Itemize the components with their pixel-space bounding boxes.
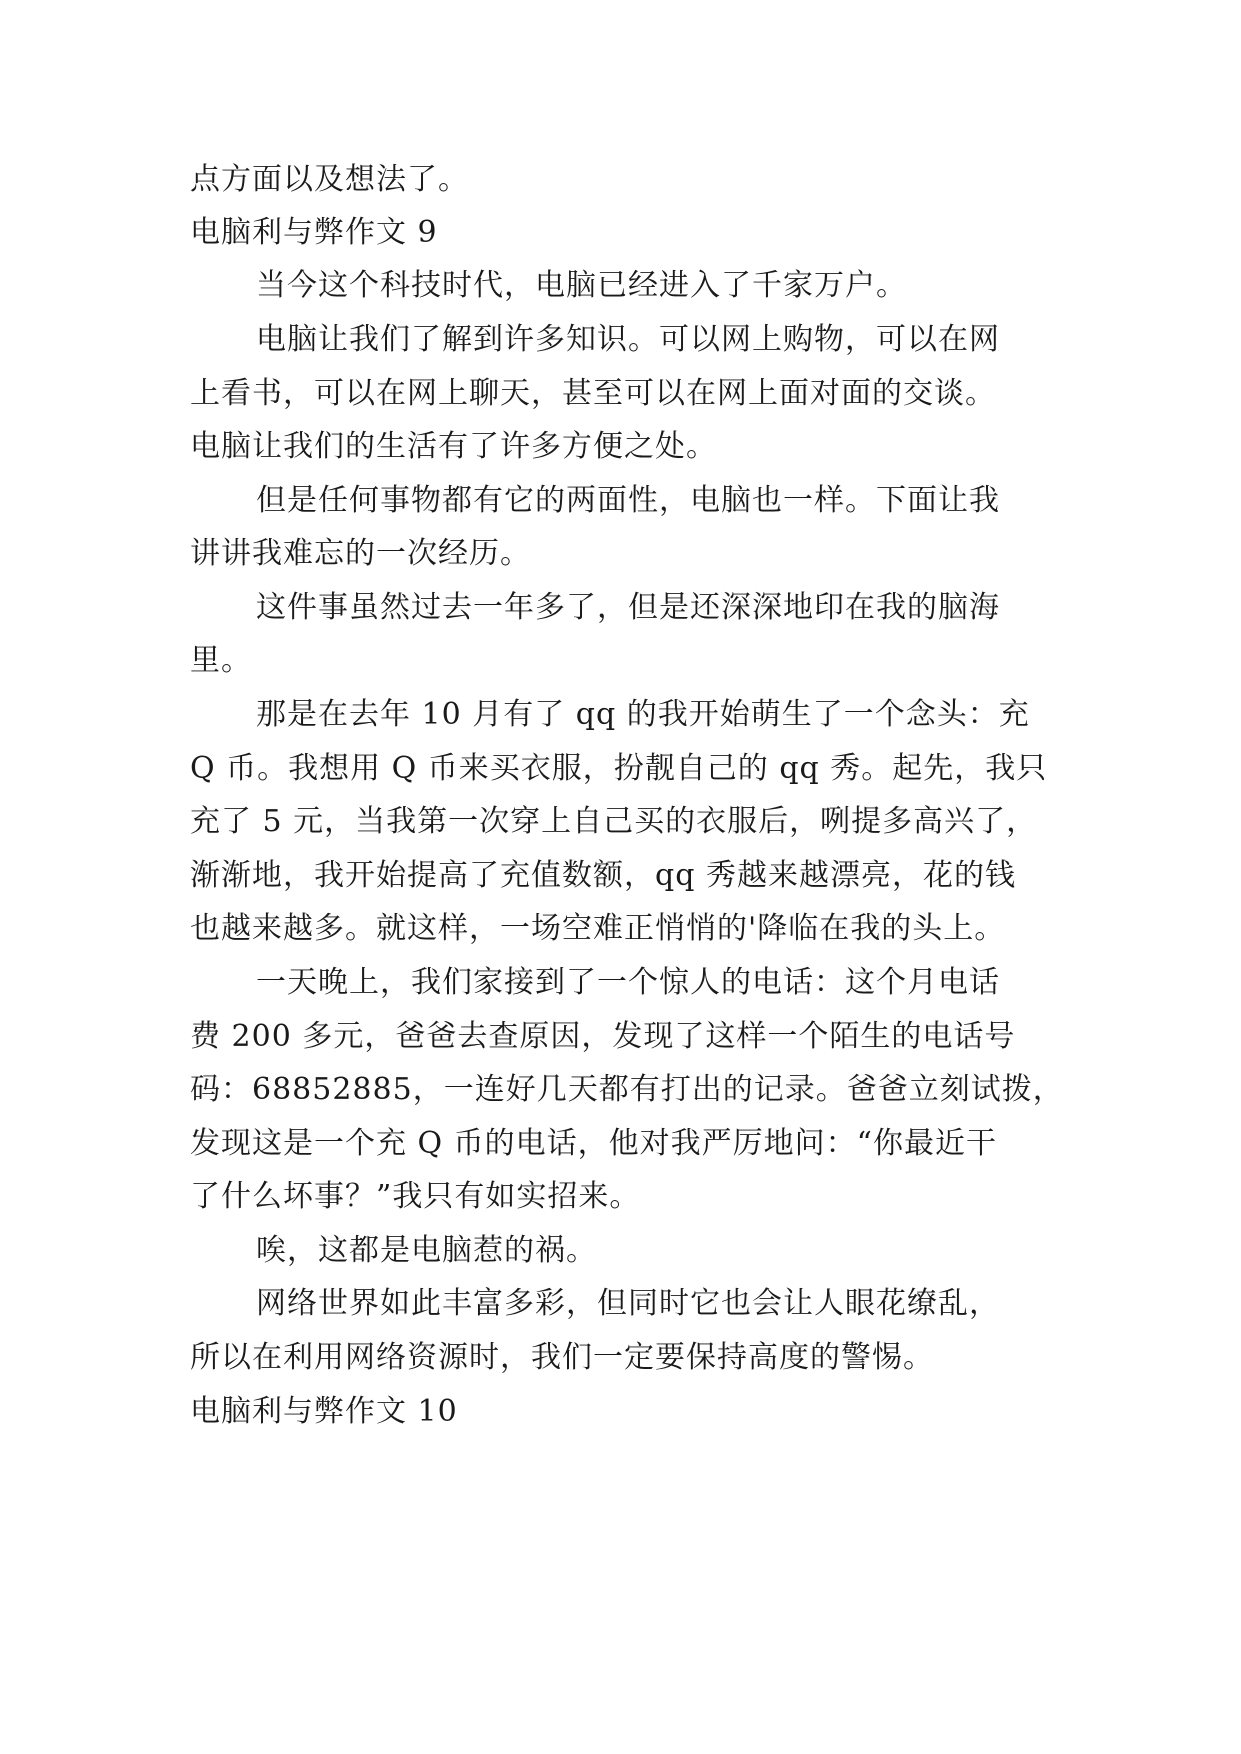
paragraph-line: 渐渐地，我开始提高了充值数额，qq 秀越来越漂亮，花的钱: [190, 858, 1016, 893]
paragraph-line: Q 币。我想用 Q 币来买衣服，扮靓自己的 qq 秀。起先，我只: [190, 751, 1048, 786]
paragraph-line: 但是任何事物都有它的两面性，电脑也一样。下面让我: [256, 483, 1000, 518]
paragraph-line: 一天晚上，我们家接到了一个惊人的电话：这个月电话: [256, 965, 1000, 1000]
paragraph-line: 上看书，可以在网上聊天，甚至可以在网上面对面的交谈。: [190, 376, 996, 411]
paragraph-line: 讲讲我难忘的一次经历。: [190, 536, 531, 571]
paragraph-line: 了什么坏事？”我只有如实招来。: [190, 1179, 641, 1214]
section-heading: 电脑利与弊作文 9: [190, 215, 438, 250]
paragraph-line: 费 200 多元，爸爸去查原因，发现了这样一个陌生的电话号: [190, 1019, 1016, 1054]
paragraph-line: 网络世界如此丰富多彩，但同时它也会让人眼花缭乱，: [256, 1286, 1000, 1321]
paragraph-line: 也越来越多。就这样，一场空难正悄悄的'降临在我的头上。: [190, 911, 1006, 946]
paragraph-line: 码：68852885，一连好几天都有打出的记录。爸爸立刻试拨，: [190, 1072, 1064, 1107]
section-heading: 电脑利与弊作文 10: [190, 1394, 458, 1429]
paragraph-line: 里。: [190, 643, 252, 678]
paragraph-line: 电脑让我们了解到许多知识。可以网上购物，可以在网: [256, 322, 1000, 357]
paragraph-line: 发现这是一个充 Q 币的电话，他对我严厉地问：“你最近干: [190, 1126, 998, 1161]
paragraph-line: 唉，这都是电脑惹的祸。: [256, 1233, 597, 1268]
paragraph-line: 那是在去年 10 月有了 qq 的我开始萌生了一个念头：充: [256, 697, 1030, 732]
paragraph-line: 充了 5 元，当我第一次穿上自己买的衣服后，咧提多高兴了，: [190, 804, 1038, 839]
paragraph-line: 所以在利用网络资源时，我们一定要保持高度的警惕。: [190, 1340, 934, 1375]
paragraph-line: 电脑让我们的生活有了许多方便之处。: [190, 429, 717, 464]
text-line: 点方面以及想法了。: [190, 162, 469, 197]
paragraph-line: 当今这个科技时代，电脑已经进入了千家万户。: [256, 268, 907, 303]
paragraph-line: 这件事虽然过去一年多了，但是还深深地印在我的脑海: [256, 590, 1000, 625]
